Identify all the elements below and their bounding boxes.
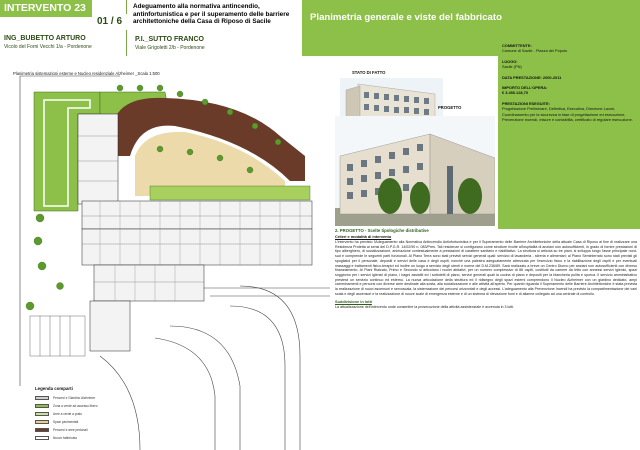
info-location: LUOGO: Sacile (PN) (502, 59, 522, 70)
legend-item: Nuovo fabbricato (35, 434, 130, 442)
project-description (335, 228, 637, 310)
plan-caption: Planimetria sistemazioni esterne e Nucleo residenziale Alzheimer _Scala 1:500 (13, 71, 160, 76)
legend-title: Legenda comparti (35, 386, 73, 391)
site-plan-area (0, 56, 352, 450)
subsection-lots: Suddivisione in lotti (335, 299, 372, 305)
intervento-badge: INTERVENTO 23 (0, 0, 92, 17)
info-amount: IMPORTO DELL'OPERA: € 3.456.128,79 (502, 85, 548, 96)
page-title: Planimetria generale e viste del fabbricato (310, 12, 502, 23)
description-body: L'intervento ha previsto l'Adeguamento alla Normativa Antincendio Antinfortunistica e per il Superamento delle Barriere Architettoniche della attuale Casa di Riposo al fine di realizzare una Residenza Protetta ai sensi del D.P.G.R. 14/02/90 n. 083/Pres. Tali residenze si configurano come strutture rivolte all'ospitalità di anziani non autosufficienti, in grado di fornire prestazioni di tipo alberghiero, di socializzazione, animazione contestualmente a prestazioni di carattere sanitario e riabilitativo. La struttura si articola su tre piani, si sviluppa lungo l'asse principale nord-sud e comprende le seguenti parti funzionali. Al Piano Terra sono stati previsti servizi generali quali: servizio di lavanderia - stireria e alimentari; al Piano Seminterrato sono stati previsti gli spogliatoi per il personale, depositi e servizi delle casa e degli ospiti, nonché una palestra adeguatamente attrezzata per l'esercizio fisico e la riabilitazione degli ospiti e per eventuali massaggi e trattamenti fisico-terapici ed inoltre un luogo a servizio degli utenti e norme del D.M.236/89. Sarà realizzato a breve un Centro Diurno per anziani non autosufficienti con diverso finanziamento. Ai Piani Rialzato, Primo e Secondo si articolano i nuclei abitativi, per un numero complessivo di 86 ospiti, costituiti da camere da letto con annessi servizi igienici, spazi soggiorno per i servizi igienici di piano, i bagni assistiti ed i sottotetti di piano, servizi generali quali la cucina di piano e depositi per la biancheria pulita e sporca. Il servizio amministrativo presterà un servizio continuo ed esterno. La nuova articolazione della struttura ed il ridisegno degli spazi esterni comprendono il Nucleo Alzheimer con un giardino dedicato, ampi camminamenti e percorsi con diverse aree destinate alla sosta, alla socializzazione e alle attività all'aperto. Per quanto riguarda il Superamento delle Barriere Architettoniche è stata prevista la realizzazione di nuovi ascensori e servoscala, la sistemazione dei percorsi orizzontali e degli accessi. L'adeguamento alla Prevenzione Incendi ha previsto la compartimentazione dei vani scala e degli ascensori e la realizzazione di nuove scale di emergenza esterne e di un sistema di rilevazione fumi e di allarme collegato ad una centrale di controllo. (335, 240, 637, 296)
legend-item: Zona a verde ad accesso libero (35, 402, 130, 410)
parking-areas (30, 316, 85, 356)
legend-swatch (35, 436, 49, 440)
project-title: Adeguamento alla normativa antincendio, antinfortunistica e per il superamento delle barriere architettoniche della Casa di Riposo di Sacile (133, 3, 290, 26)
project-info-panel (498, 37, 640, 229)
legend-swatch (35, 396, 49, 400)
technician-name: P.I._SUTTO FRANCO (135, 36, 204, 43)
photo-project-label: PROGETTO (438, 105, 462, 110)
header-left (0, 0, 127, 56)
legend-swatch (35, 412, 49, 416)
legend-item: Aree a verde a prato (35, 410, 130, 418)
legend (35, 386, 130, 442)
photo-project-building (335, 116, 495, 226)
info-date: DATA PRESTAZIONE: 2000-2011 (502, 75, 562, 80)
engineer-name: ING_BUBETTO ARTURO (4, 35, 86, 42)
section-title: 2. PROGETTO - Scelte tipologiche distributive (335, 228, 429, 233)
page-number: 01 / 6 (92, 14, 127, 30)
info-client: COMMITTENTE: Comune di Sacile - Piazza del Popolo (502, 43, 568, 54)
lots-body: La attualizzazione dell'intervento onde consentire la prosecuzione della attività assistenziale è avvenuta in 3 lotti. (335, 305, 515, 310)
legend-item: Percorsi e aree pedonali (35, 426, 130, 434)
technician-address: Viale Grigoletti 2/b - Pordenone (135, 45, 205, 51)
legend-swatch (35, 428, 49, 432)
legend-swatch (35, 404, 49, 408)
header-middle (127, 0, 302, 56)
legend-swatch (35, 420, 49, 424)
legend-item: Spazi pavimentati (35, 418, 130, 426)
green-strip (150, 186, 310, 200)
subsection-criteria: Criteri e modalità di intervento (335, 234, 392, 239)
legend-item: Percorsi e Giardino Alzheimer (35, 394, 130, 402)
engineer-address: Vicolo del Forni Vecchi 1/a - Pordenone (4, 44, 92, 50)
info-services: PRESTAZIONI ESEGUITE: Progettazione Preliminare, Definitiva, Esecutiva, Direzione Lavori, Coordinamento per la sicurezza in fase di progettazione ed esecuzione, Prevenzione incendi, misure e contabilità, certificato di regolare esecuzione. (502, 101, 633, 122)
photo-existing-label: STATO DI FATTO (352, 70, 386, 75)
